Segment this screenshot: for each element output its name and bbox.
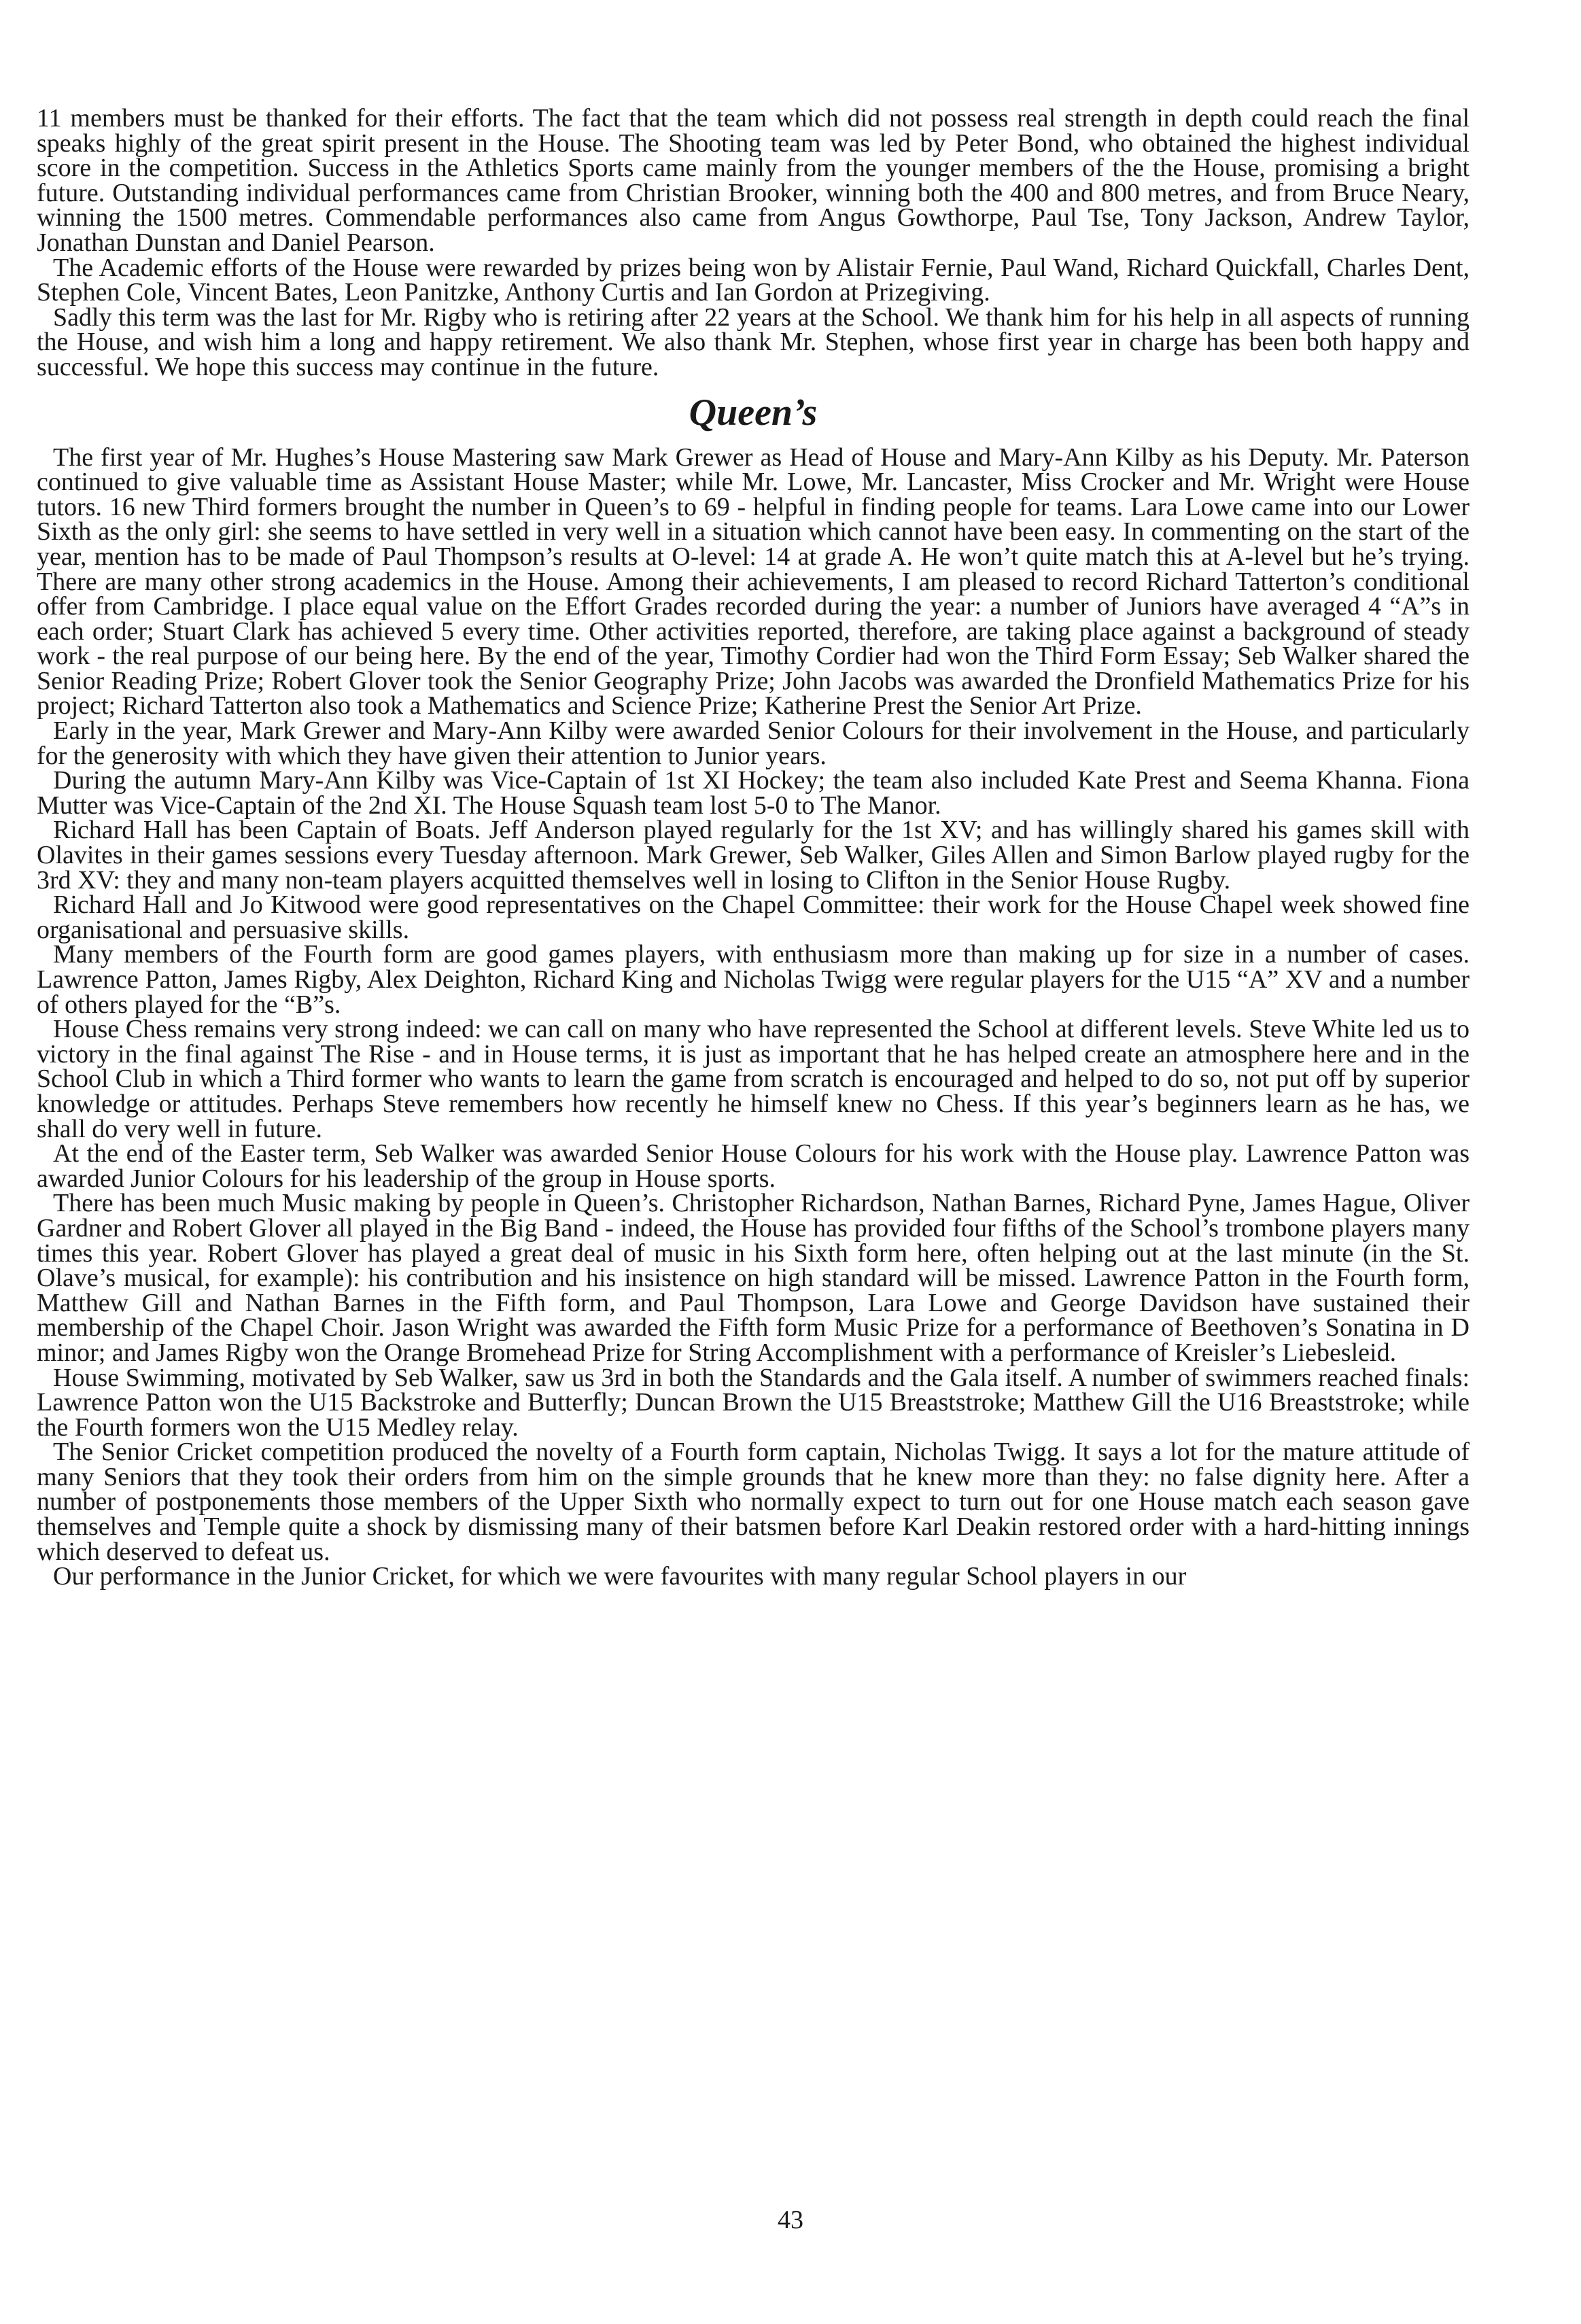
queens-paragraph: Our performance in the Junior Cricket, for which we were favourites with many regular School players in our bbox=[53, 1562, 1187, 1591]
queens-paragraph: There has been much Music making by people in Queen’s. Christopher Richardson, Nathan Barnes, Richard Pyne, James Hague, Oliver Gardner and Robert Glover all played in the Big Band - indeed, the House has provided four fifths of the School’s trombone players many times this year. Robert Glover has played a great deal of music in his Sixth form here, often helping out at the last minute (in the St. Olave’s musical, for example): his contribution and his insistence on high standard will be missed. Lawrence Patton in the Fourth form, Matthew Gill and Nathan Barnes in the Fifth form, and Paul Thompson, Lara Lowe and George Davidson have sustained their membership of the Chapel Choir. Jason Wright was awarded the Fifth form Music Prize for a performance of Beethoven’s Sonatina in D minor; and James Rigby won the Orange Bromehead Prize for String Accomplishment with a performance of Kreisler’s Liebesleid. bbox=[37, 1189, 1470, 1367]
page-number: 43 bbox=[778, 2206, 803, 2234]
section-heading-queens: Queen’s bbox=[689, 391, 818, 434]
queens-paragraph: Early in the year, Mark Grewer and Mary-Ann Kilby were awarded Senior Colours for their involvement in the House, and particularly for the generosity with which they have given their attention to Junior years. bbox=[37, 716, 1470, 770]
intro-paragraph: 11 members must be thanked for their efforts. The fact that the team which did not possess real strength in depth could reach the final speaks highly of the great spirit present in the House. The Shooting team was led by Peter Bond, who obtained the highest individual score in the competition. Success in the Athletics Sports came mainly from the younger members of the the House, promising a bright future. Outstanding individual performances came from Christian Brooker, winning both the 400 and 800 metres, and from Bruce Neary, winning the 1500 metres. Commendable performances also came from Angus Gowthorpe, Paul Tse, Tony Jackson, Andrew Taylor, Jonathan Dunstan and Daniel Pearson. bbox=[37, 104, 1470, 257]
intro-paragraph: Sadly this term was the last for Mr. Rigby who is retiring after 22 years at the School. We thank him for his help in all aspects of running the House, and wish him a long and happy retirement. We also thank Mr. Stephen, whose first year in charge has been both happy and successful. We hope this success may continue in the future. bbox=[37, 302, 1470, 381]
queens-paragraph: House Swimming, motivated by Seb Walker, saw us 3rd in both the Standards and the Gala itself. A number of swimmers reached finals: Lawrence Patton won the U15 Backstroke and Butterfly; Duncan Brown the U15 Breaststroke; Matthew Gill the U16 Breaststroke; while the Fourth formers won the U15 Medley relay. bbox=[37, 1363, 1470, 1442]
queens-paragraph: Richard Hall and Jo Kitwood were good representatives on the Chapel Committee: their work for the House Chapel week showed fine organisational and persuasive skills. bbox=[37, 890, 1470, 944]
queens-paragraph: Richard Hall has been Captain of Boats. Jeff Anderson played regularly for the 1st XV; and has willingly shared his games skill with Olavites in their games sessions every Tuesday afternoon. Mark Grewer, Seb Walker, Giles Allen and Simon Barlow played rugby for the 3rd XV: they and many non-team players acquitted themselves well in losing to Clifton in the Senior House Rugby. bbox=[37, 816, 1470, 895]
queens-paragraph: House Chess remains very strong indeed: we can call on many who have represented the School at different levels. Steve White led us to victory in the final against The Rise - and in House terms, it is just as important that he has helped create an atmosphere here and in the School Club in which a Third former who wants to learn the game from scratch is encouraged and helped to do so, not put off by superior knowledge or attitudes. Perhaps Steve remembers how recently he himself knew no Chess. If this year’s beginners learn as he has, we shall do very well in future. bbox=[37, 1015, 1470, 1143]
queens-paragraph: The Senior Cricket competition produced the novelty of a Fourth form captain, Nicholas Twigg. It says a lot for the mature attitude of many Seniors that they took their orders from him on the simple grounds that he knew more than they: no false dignity here. After a number of postponements those members of the Upper Sixth who normally expect to turn out for one House match each season gave themselves and Temple quite a shock by dismissing many of their batsmen before Karl Deakin restored order with a hard-hitting innings which deserved to defeat us. bbox=[37, 1438, 1470, 1566]
queens-paragraph: At the end of the Easter term, Seb Walker was awarded Senior House Colours for his work with the House play. Lawrence Patton was awarded Junior Colours for his leadership of the group in House sports. bbox=[37, 1139, 1470, 1193]
queens-paragraph: During the autumn Mary-Ann Kilby was Vice-Captain of 1st XI Hockey; the team also included Kate Prest and Seema Khanna. Fiona Mutter was Vice-Captain of the 2nd XI. The House Squash team lost 5-0 to The Manor. bbox=[37, 766, 1470, 820]
queens-paragraph: The first year of Mr. Hughes’s House Mastering saw Mark Grewer as Head of House and Mary-Ann Kilby as his Deputy. Mr. Paterson continued to give valuable time as Assistant House Master; while Mr. Lowe, Mr. Lancaster, Miss Crocker and Mr. Wright were House tutors. 16 new Third formers brought the number in Queen’s to 69 - helpful in finding people for teams. Lara Lowe came into our Lower Sixth as the only girl: she seems to have settled in very well in a situation which cannot have been easy. In commenting on the start of the year, mention has to be made of Paul Thompson’s results at O-level: 14 at grade A. He won’t quite match this at A-level but he’s trying. There are many other strong academics in the House. Among their achievements, I am pleased to record Richard Tatterton’s conditional offer from Cambridge. I place equal value on the Effort Grades recorded during the year: a number of Juniors have averaged 4 “A”s in each order; Stuart Clark has achieved 5 every time. Other activities reported, therefore, are taking place against a background of steady work - the real purpose of our being here. By the end of the year, Timothy Cordier had won the Third Form Essay; Seb Walker shared the Senior Reading Prize; Robert Glover took the Senior Geography Prize; John Jacobs was awarded the Dronfield Mathematics Prize for his project; Richard Tatterton also took a Mathematics and Science Prize; Katherine Prest the Senior Art Prize. bbox=[37, 443, 1470, 721]
page-body bbox=[37, 106, 1470, 1589]
intro-paragraph: The Academic efforts of the House were rewarded by prizes being won by Alistair Fernie, Paul Wand, Richard Quickfall, Charles Dent, Stephen Cole, Vincent Bates, Leon Panitzke, Anthony Curtis and Ian Gordon at Prizegiving. bbox=[37, 253, 1470, 307]
queens-paragraph: Many members of the Fourth form are good games players, with enthusiasm more than making up for size in a number of cases. Lawrence Patton, James Rigby, Alex Deighton, Richard King and Nicholas Twigg were regular players for the U15 “A” XV and a number of others played for the “B”s. bbox=[37, 940, 1470, 1019]
